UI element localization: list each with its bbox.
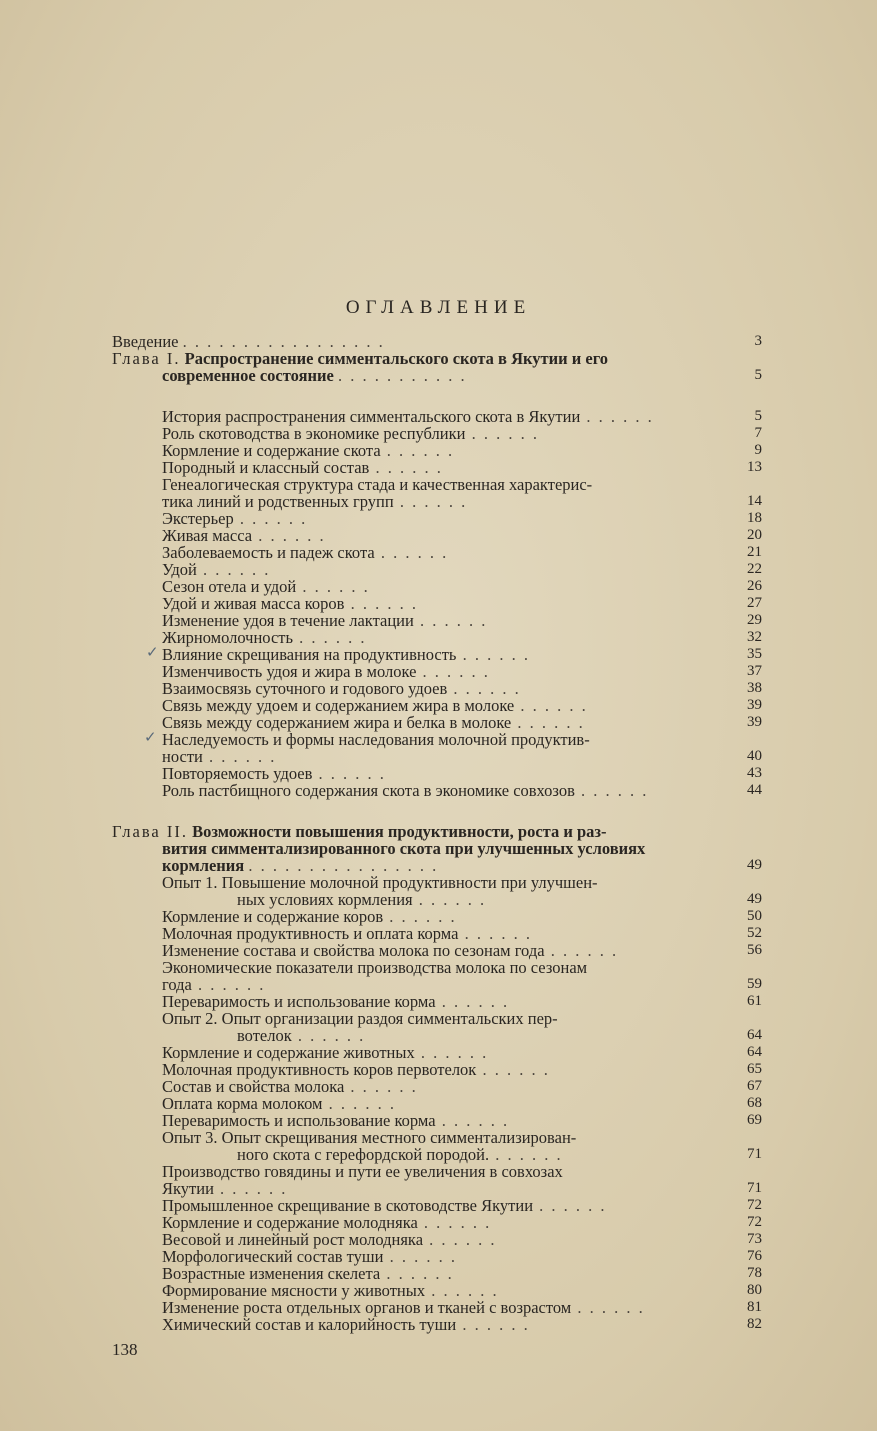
toc-page-number: 64 xyxy=(747,1044,762,1060)
toc-entry-title: Повторяемость удоев xyxy=(162,764,313,783)
toc-entry: Роль скотоводства в экономике республики . . . . . . 7 xyxy=(162,424,762,443)
toc-entry-title: Изменение удоя в течение лактации xyxy=(162,611,414,630)
toc-page-number: 39 xyxy=(747,714,762,730)
toc-page-number: 27 xyxy=(747,595,762,611)
toc-page-number: 69 xyxy=(747,1112,762,1128)
toc-entry-title: Кормление и содержание молодняка xyxy=(162,1213,418,1232)
toc-page-number: 81 xyxy=(747,1299,762,1315)
toc-page-number: 5 xyxy=(754,408,762,424)
toc-entry: Удой и живая масса коров . . . . . . 27 xyxy=(162,594,762,613)
toc-entry-title: Опыт 3. Опыт скрещивания местного симментализирован- xyxy=(162,1128,577,1147)
toc-page-number: 40 xyxy=(747,748,762,764)
toc-entry: Состав и свойства молока . . . . . . 67 xyxy=(162,1077,762,1096)
toc-entry-title: Кормление и содержание скота xyxy=(162,441,381,460)
toc-entry-title: Переваримость и использование корма xyxy=(162,992,436,1011)
toc-entry: вотелок . . . . . . 64 xyxy=(237,1026,762,1045)
toc-page-number: 72 xyxy=(747,1197,762,1213)
toc-page-number: 52 xyxy=(747,925,762,941)
toc-entry-title: Роль скотоводства в экономике республики xyxy=(162,424,466,443)
toc-page-number: 82 xyxy=(747,1316,762,1332)
toc-entry: Кормление и содержание коров . . . . . . 50 xyxy=(162,907,762,926)
toc-entry-title: Взаимосвязь суточного и годового удоев xyxy=(162,679,448,698)
toc-page-number: 78 xyxy=(747,1265,762,1281)
toc-entry-title: ных условиях кормления xyxy=(237,890,413,909)
toc-entry: Молочная продуктивность коров первотелок . . . . . . 65 xyxy=(162,1060,762,1079)
toc-entry-title: Экономические показатели производства молока по сезонам xyxy=(162,958,588,977)
toc-page-number: 71 xyxy=(747,1180,762,1196)
toc-entry: ности . . . . . . 40 xyxy=(162,747,762,766)
toc-page-number: 9 xyxy=(754,442,762,458)
toc-page-number: 61 xyxy=(747,993,762,1009)
page-folio: 138 xyxy=(112,1340,138,1359)
toc-entry-title: Кормление и содержание коров xyxy=(162,907,384,926)
toc-page-number: 29 xyxy=(747,612,762,628)
toc-entry-title: Изменение состава и свойства молока по сезонам года xyxy=(162,941,545,960)
toc-entry xyxy=(112,476,762,493)
toc-entry: История распространения симментальского скота в Якутии . . . . . . 5 xyxy=(162,407,762,426)
toc-entry-title: Экстерьер xyxy=(162,509,234,528)
toc-entry-intro: Введение . . . . . . . . . . . . . . . . . 3 xyxy=(112,332,762,351)
toc-entry-title: Оплата корма молоком xyxy=(162,1094,323,1113)
toc-entry: Оплата корма молоком . . . . . . 68 xyxy=(162,1094,762,1113)
toc-entry: ных условиях кормления . . . . . . 49 xyxy=(237,890,762,909)
toc-page-number: 59 xyxy=(747,976,762,992)
toc-entry-title: Молочная продуктивность коров первотелок xyxy=(162,1060,477,1079)
toc-page-number: 32 xyxy=(747,629,762,645)
chapter-1-sections xyxy=(112,408,762,799)
toc-entry-title: Наследуемость и формы наследования молочной продуктив- xyxy=(162,730,590,749)
toc-entry: Изменчивость удоя и жира в молоке . . . . . . 37 xyxy=(162,662,762,681)
toc-entry: Влияние скрещивания на продуктивность . . . . . . 35 xyxy=(162,645,762,664)
chapter-title-line: Возможности повышения продуктивности, роста и раз- xyxy=(192,822,607,841)
toc-page-number: 18 xyxy=(747,510,762,526)
toc-entry: Изменение роста отдельных органов и тканей с возрастом . . . . . . 81 xyxy=(162,1298,762,1317)
toc-page-number: 67 xyxy=(747,1078,762,1094)
toc-chapter-2-cont2: кормления . . . . . . . . . . . . . . . . 49 xyxy=(112,857,762,874)
toc-entry-title: Опыт 2. Опыт организации раздоя симментальских пер- xyxy=(162,1009,558,1028)
toc-entry xyxy=(112,1129,762,1146)
toc-entry-title: Влияние скрещивания на продуктивность xyxy=(162,645,457,664)
toc-chapter-2-cont xyxy=(112,840,762,857)
toc-entry-title: История распространения симментальского скота в Якутии xyxy=(162,407,581,426)
toc-page-number: 65 xyxy=(747,1061,762,1077)
toc-page-number: 72 xyxy=(747,1214,762,1230)
toc-page-number: 49 xyxy=(747,891,762,907)
toc-entry xyxy=(112,1010,762,1027)
toc-entry-title: Жирномолочность xyxy=(162,628,294,647)
toc-entry: Якутии . . . . . . 71 xyxy=(162,1179,762,1198)
toc-entry-title: Сезон отела и удой xyxy=(162,577,297,596)
toc-entry-title: Промышленное скрещивание в скотоводстве Якутии xyxy=(162,1196,534,1215)
toc-page-number: 71 xyxy=(747,1146,762,1162)
toc-entry-title: Морфологический состав туши xyxy=(162,1247,384,1266)
toc-entry: Удой . . . . . . 22 xyxy=(162,560,762,579)
toc-page-number: 43 xyxy=(747,765,762,781)
toc-page-number: 39 xyxy=(747,697,762,713)
toc-entry-title: Молочная продуктивность и оплата корма xyxy=(162,924,459,943)
toc-page-number: 49 xyxy=(747,857,762,873)
toc-entry: Кормление и содержание скота . . . . . . 9 xyxy=(162,441,762,460)
toc-entry-title: Удой и живая масса коров xyxy=(162,594,345,613)
toc-page-number: 50 xyxy=(747,908,762,924)
toc-entry: Взаимосвязь суточного и годового удоев . . . . . . 38 xyxy=(162,679,762,698)
chapter-title-line: современное состояние xyxy=(162,366,334,385)
toc-entry xyxy=(112,731,762,748)
toc-entry: Морфологический состав туши . . . . . . 76 xyxy=(162,1247,762,1266)
toc-entry-title: Состав и свойства молока xyxy=(162,1077,345,1096)
pencil-check-mark-icon: ✓ xyxy=(144,728,157,746)
toc-page-number: 37 xyxy=(747,663,762,679)
page-heading: ОГЛАВЛЕНИЕ xyxy=(345,297,532,318)
toc-entry: Молочная продуктивность и оплата корма . . . . . . 52 xyxy=(162,924,762,943)
toc-entry-title: года xyxy=(162,975,192,994)
toc-entry xyxy=(112,959,762,976)
toc-page-number: 64 xyxy=(747,1027,762,1043)
toc-entry: ного скота с герефордской породой. . . . . . . 71 xyxy=(237,1145,762,1164)
toc-chapter-1-cont: современное состояние . . . . . . . . . . . 5 xyxy=(112,367,762,384)
toc-entry-title: Переваримость и использование корма xyxy=(162,1111,436,1130)
toc-entry-title: Химический состав и калорийность туши xyxy=(162,1315,457,1334)
toc-entry: Переваримость и использование корма . . . . . . 69 xyxy=(162,1111,762,1130)
toc-entry: Жирномолочность . . . . . . 32 xyxy=(162,628,762,647)
toc-page-number: 80 xyxy=(747,1282,762,1298)
toc-chapter-2 xyxy=(112,823,762,840)
toc-page-number: 20 xyxy=(747,527,762,543)
pencil-check-mark-icon: ✓ xyxy=(146,643,159,661)
toc-entry: Роль пастбищного содержания скота в экономике совхозов . . . . . . 44 xyxy=(162,781,762,800)
chapter-title-line: кормления xyxy=(162,856,245,875)
chapter-2-sections xyxy=(112,874,762,1333)
toc-entry-title: Формирование мясности у животных xyxy=(162,1281,426,1300)
toc-entry-title: Живая масса xyxy=(162,526,253,545)
toc-entry-title: Изменчивость удоя и жира в молоке xyxy=(162,662,417,681)
toc-entry-title: Генеалогическая структура стада и качественная характерис- xyxy=(162,475,593,494)
toc-entry: Промышленное скрещивание в скотоводстве Якутии . . . . . . 72 xyxy=(162,1196,762,1215)
toc-page-number: 35 xyxy=(747,646,762,662)
toc-page-number: 76 xyxy=(747,1248,762,1264)
toc-entry: Формирование мясности у животных . . . . . . 80 xyxy=(162,1281,762,1300)
toc-page-number: 21 xyxy=(747,544,762,560)
toc-entry-title: Изменение роста отдельных органов и тканей с возрастом xyxy=(162,1298,572,1317)
toc-entry: Возрастные изменения скелета . . . . . . 78 xyxy=(162,1264,762,1283)
toc-entry: Изменение состава и свойства молока по сезонам года . . . . . . 56 xyxy=(162,941,762,960)
toc-entry xyxy=(112,1163,762,1180)
toc-chapter-1 xyxy=(112,350,762,367)
toc-page-number: 26 xyxy=(747,578,762,594)
toc-entry-title: вотелок xyxy=(237,1026,292,1045)
toc-entry-title: Производство говядины и пути ее увеличения в совхозах xyxy=(162,1162,563,1181)
toc-entry: Кормление и содержание молодняка . . . . . . 72 xyxy=(162,1213,762,1232)
toc-entry: Сезон отела и удой . . . . . . 26 xyxy=(162,577,762,596)
toc-page-number: 38 xyxy=(747,680,762,696)
chapter-label: Глава I. xyxy=(112,349,181,368)
toc-page-number: 3 xyxy=(754,333,762,349)
toc-page-number: 13 xyxy=(747,459,762,475)
toc-entry: Породный и классный состав . . . . . . 13 xyxy=(162,458,762,477)
toc-entry: Живая масса . . . . . . 20 xyxy=(162,526,762,545)
toc-page-number: 68 xyxy=(747,1095,762,1111)
toc-entry-title: Заболеваемость и падеж скота xyxy=(162,543,375,562)
toc-entry: года . . . . . . 59 xyxy=(162,975,762,994)
toc-entry-title: Опыт 1. Повышение молочной продуктивности при улучшен- xyxy=(162,873,598,892)
toc-page-number: 56 xyxy=(747,942,762,958)
toc-entry-title: Введение xyxy=(112,332,179,351)
toc-entry: Кормление и содержание животных . . . . . . 64 xyxy=(162,1043,762,1062)
toc-entry-title: Породный и классный состав xyxy=(162,458,370,477)
toc-page-number: 22 xyxy=(747,561,762,577)
toc-entry-title: ного скота с герефордской породой. xyxy=(237,1145,490,1164)
table-of-contents xyxy=(112,333,762,1333)
toc-entry-title: Удой xyxy=(162,560,197,579)
chapter-title-line: Распространение симментальского скота в Якутии и его xyxy=(184,349,609,368)
toc-entry: Связь между содержанием жира и белка в молоке . . . . . . 39 xyxy=(162,713,762,732)
toc-entry xyxy=(112,874,762,891)
toc-page-number: 73 xyxy=(747,1231,762,1247)
toc-entry: тика линий и родственных групп . . . . . . 14 xyxy=(162,492,762,511)
toc-entry: Химический состав и калорийность туши . . . . . . 82 xyxy=(162,1315,762,1334)
toc-entry-title: ности xyxy=(162,747,203,766)
chapter-label: Глава II. xyxy=(112,822,188,841)
toc-entry-title: Связь между содержанием жира и белка в молоке xyxy=(162,713,512,732)
toc-entry: Изменение удоя в течение лактации . . . . . . 29 xyxy=(162,611,762,630)
toc-entry-title: Связь между удоем и содержанием жира в молоке xyxy=(162,696,515,715)
toc-entry: Экстерьер . . . . . . 18 xyxy=(162,509,762,528)
chapter-title-line: вития симментализированного скота при улучшенных условиях xyxy=(162,839,646,858)
toc-entry: Заболеваемость и падеж скота . . . . . . 21 xyxy=(162,543,762,562)
toc-entry-title: Якутии xyxy=(162,1179,214,1198)
toc-entry: Переваримость и использование корма . . . . . . 61 xyxy=(162,992,762,1011)
toc-entry-title: Весовой и линейный рост молодняка xyxy=(162,1230,424,1249)
toc-entry-title: тика линий и родственных групп xyxy=(162,492,394,511)
toc-page-number: 14 xyxy=(747,493,762,509)
toc-entry: Связь между удоем и содержанием жира в молоке . . . . . . 39 xyxy=(162,696,762,715)
toc-entry-title: Кормление и содержание животных xyxy=(162,1043,415,1062)
toc-page-number: 7 xyxy=(754,425,762,441)
toc-page-number: 44 xyxy=(747,782,762,798)
toc-entry: Весовой и линейный рост молодняка . . . . . . 73 xyxy=(162,1230,762,1249)
toc-entry-title: Роль пастбищного содержания скота в экономике совхозов xyxy=(162,781,575,800)
toc-entry-title: Возрастные изменения скелета xyxy=(162,1264,381,1283)
toc-entry: Повторяемость удоев . . . . . . 43 xyxy=(162,764,762,783)
toc-page-number: 5 xyxy=(754,367,762,383)
